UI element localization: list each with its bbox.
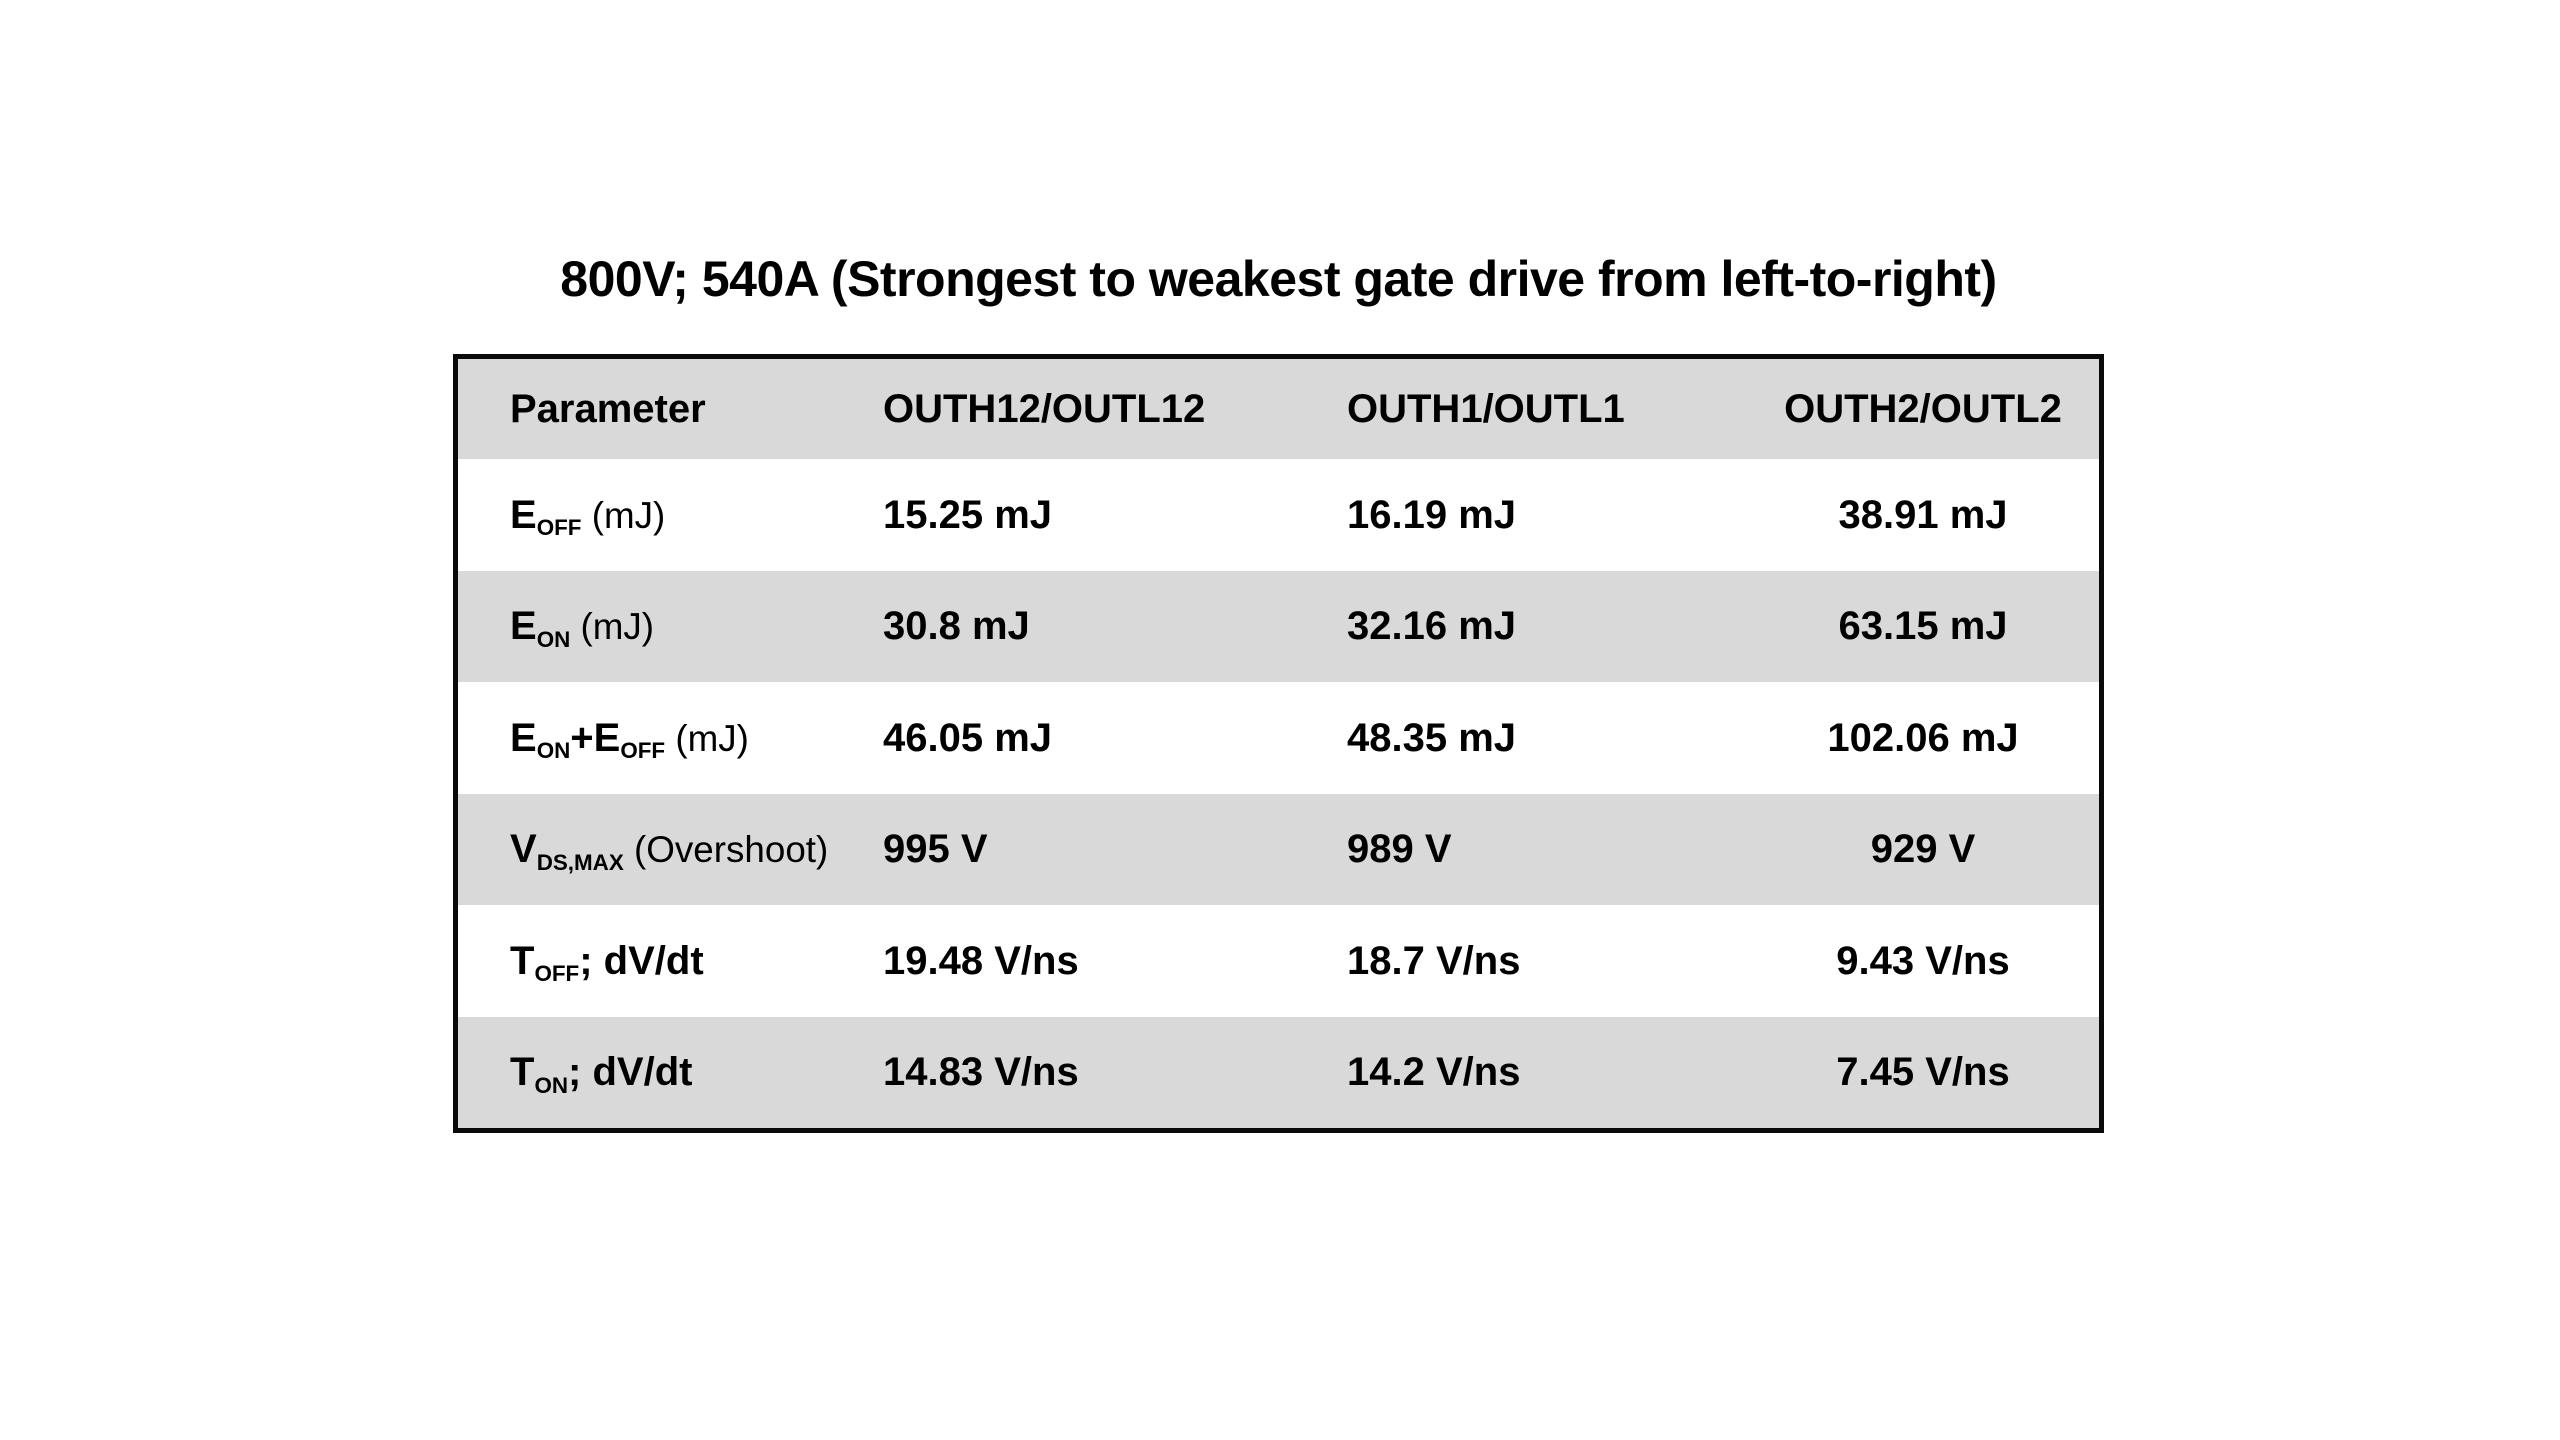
parameter-label <box>458 1050 883 1098</box>
parameter-subscript: OFF <box>534 961 580 987</box>
comparison-table <box>453 354 2104 1133</box>
parameter-symbol: E <box>510 604 537 649</box>
parameter-subscript: ON <box>536 626 571 652</box>
value-cell: 38.91 mJ <box>1838 492 2008 537</box>
parameter-label <box>458 492 883 541</box>
parameter-symbol: E <box>510 492 537 537</box>
parameter-subscript: OFF <box>620 738 666 764</box>
parameter-symbol: T <box>510 1050 535 1095</box>
parameter-unit: (mJ) <box>570 606 655 648</box>
parameter-symbol: E <box>510 715 537 760</box>
value-cell: 995 V <box>883 827 988 872</box>
parameter-unit: (Overshoot) <box>623 829 829 871</box>
parameter-unit: (mJ) <box>665 717 749 759</box>
value-cell: 16.19 mJ <box>1347 492 1517 537</box>
value-cell: 14.83 V/ns <box>883 1050 1079 1095</box>
parameter-symbol: +E <box>570 715 621 760</box>
column-header-outh1-outl1: OUTH1/OUTL1 <box>1347 387 1625 431</box>
parameter-symbol: T <box>510 938 535 983</box>
value-cell: 102.06 mJ <box>1827 715 2019 760</box>
value-cell: 48.35 mJ <box>1347 715 1517 760</box>
column-header-outh12-outl12: OUTH12/OUTL12 <box>883 387 1206 431</box>
value-cell: 19.48 V/ns <box>883 938 1079 983</box>
parameter-unit: (mJ) <box>581 494 666 536</box>
value-cell: 30.8 mJ <box>883 604 1030 649</box>
figure-title: 800V; 540A (Strongest to weakest gate drive from left-to-right) <box>560 251 1997 307</box>
value-cell: 18.7 V/ns <box>1347 938 1521 983</box>
value-cell: 14.2 V/ns <box>1347 1050 1521 1095</box>
parameter-symbol: V <box>510 827 537 872</box>
table-row <box>458 459 2099 571</box>
table-row <box>458 682 2099 794</box>
table-row <box>458 1017 2099 1129</box>
value-cell: 63.15 mJ <box>1838 604 2008 649</box>
value-cell: 46.05 mJ <box>883 715 1053 760</box>
table-header-row <box>458 359 2099 459</box>
parameter-subscript: ON <box>534 1072 569 1098</box>
parameter-label <box>458 715 883 764</box>
parameter-subscript: ON <box>536 738 571 764</box>
value-cell: 32.16 mJ <box>1347 604 1517 649</box>
column-header-parameter: Parameter <box>510 387 706 431</box>
parameter-symbol: ; dV/dt <box>579 938 704 983</box>
parameter-subscript: DS,MAX <box>536 849 624 875</box>
table-row <box>458 571 2099 683</box>
parameter-subscript: OFF <box>536 515 582 541</box>
table-row <box>458 794 2099 906</box>
value-cell: 15.25 mJ <box>883 492 1053 537</box>
value-cell: 9.43 V/ns <box>1836 938 2010 983</box>
table-row <box>458 905 2099 1017</box>
column-header-outh2-outl2: OUTH2/OUTL2 <box>1784 387 2062 431</box>
value-cell: 929 V <box>1870 827 1976 872</box>
value-cell: 989 V <box>1347 827 1452 872</box>
parameter-label <box>458 827 883 875</box>
parameter-label <box>458 604 883 652</box>
parameter-label <box>458 938 883 987</box>
parameter-symbol: ; dV/dt <box>568 1050 693 1095</box>
value-cell: 7.45 V/ns <box>1836 1050 2010 1095</box>
